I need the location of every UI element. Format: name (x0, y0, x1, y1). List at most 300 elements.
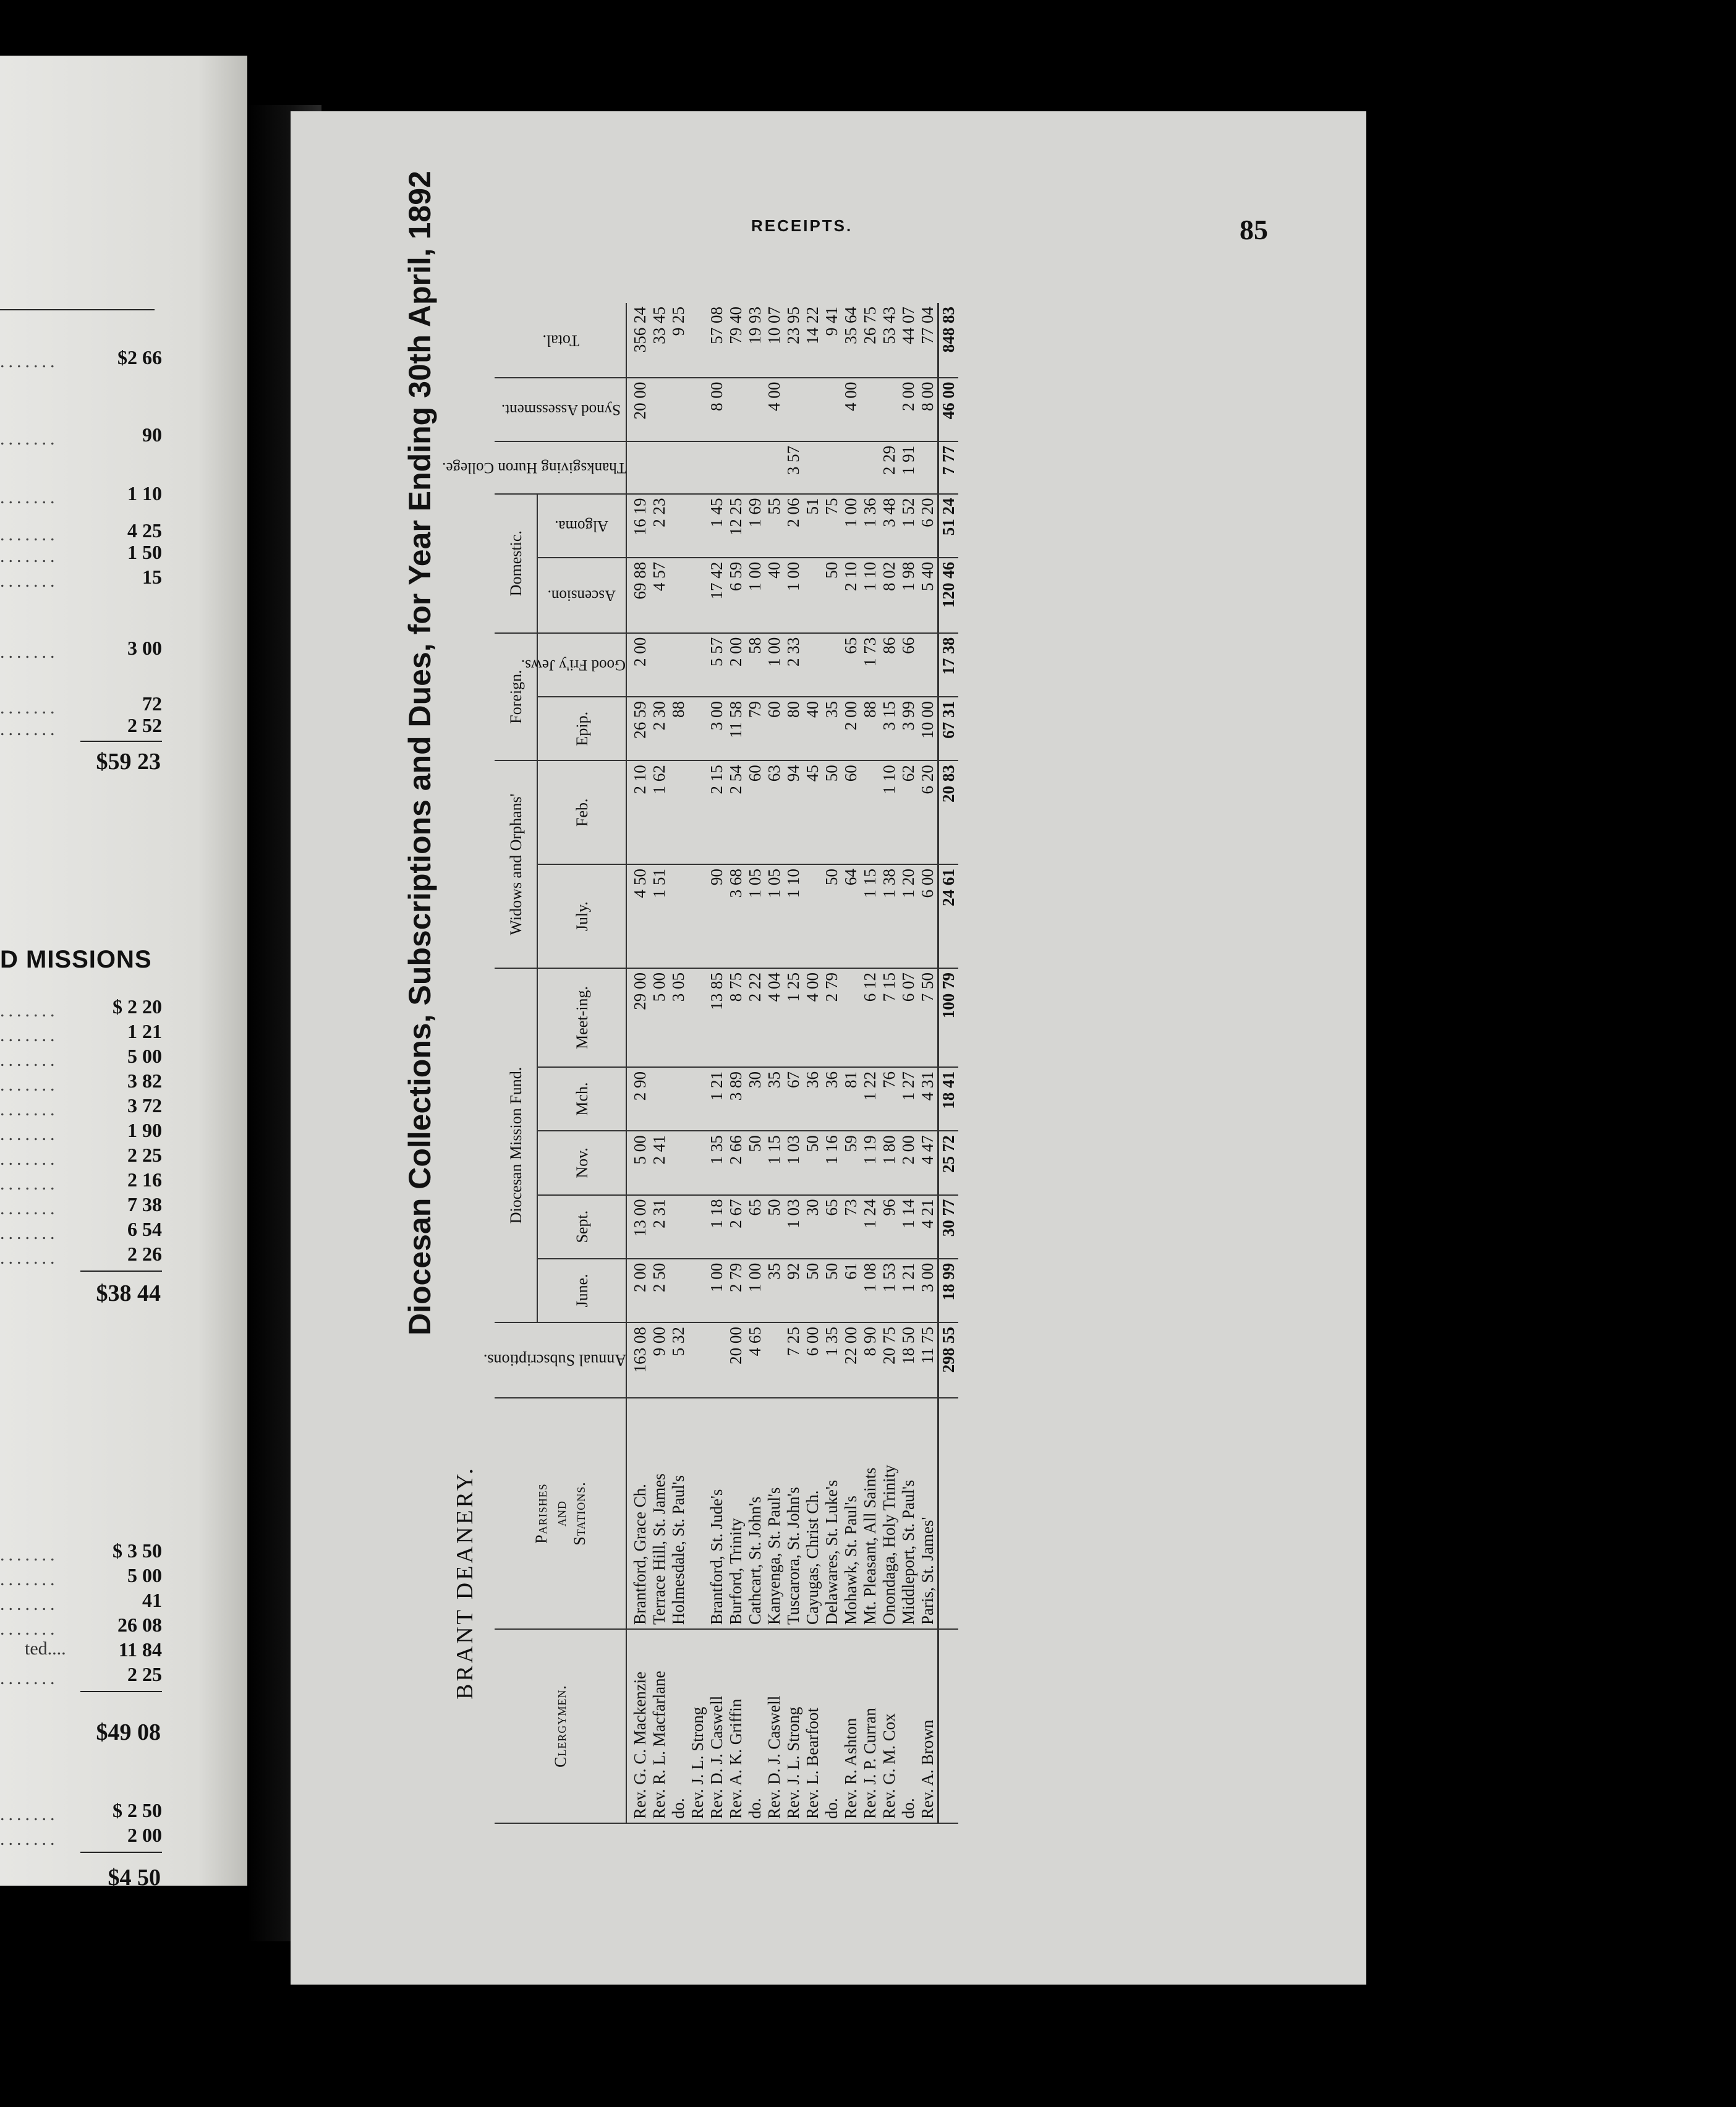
amount-row: ....... 1 21 (0, 1020, 162, 1045)
thanks-cell (822, 441, 841, 494)
amount: 1 10 (127, 482, 162, 504)
table-row (861, 303, 880, 1823)
group-widows: Widows and Orphans' (495, 760, 537, 968)
nov-cell: 2 00 (899, 1131, 918, 1194)
nov-cell: 1 35 (707, 1131, 726, 1194)
total-cell: 9 41 (822, 303, 841, 378)
feb-cell (861, 760, 880, 864)
july-cell: 1 20 (899, 864, 918, 968)
total-cell: 23 95 (784, 303, 803, 378)
synod-cell (746, 378, 765, 441)
ascension-cell: 1 10 (861, 558, 880, 633)
thanks-total: 7 77 (938, 441, 959, 494)
col-feb: Feb. (537, 760, 626, 864)
synod-cell (784, 378, 803, 441)
rule (80, 1271, 162, 1272)
june-cell: 35 (765, 1259, 784, 1322)
feb-cell: 1 10 (880, 760, 899, 864)
mch-cell: 4 31 (918, 1067, 938, 1131)
parish-cell: Mohawk, St. Paul's (841, 1398, 861, 1629)
synod-cell (650, 378, 669, 441)
parish-cell: Terrace Hill, St. James (650, 1398, 669, 1629)
parish-cell (688, 1398, 707, 1629)
july-cell: 6 00 (918, 864, 938, 968)
clergyman-cell: do. (746, 1629, 765, 1823)
parish-cell: Brantford, Grace Ch. (626, 1398, 650, 1629)
annual-cell: 5 32 (669, 1322, 688, 1398)
col-nov: Nov. (537, 1131, 626, 1194)
clergyman-cell: do. (899, 1629, 918, 1823)
algoma-cell: 2 23 (650, 494, 669, 558)
meeting-cell (841, 968, 861, 1067)
table-row (669, 303, 688, 1823)
nov-cell (688, 1131, 707, 1194)
amount: 3 72 (127, 1094, 162, 1117)
nov-cell: 50 (803, 1131, 822, 1194)
june-cell: 1 21 (899, 1259, 918, 1322)
feb-cell (669, 760, 688, 864)
amount-row: ....... 41 (0, 1589, 162, 1614)
ascension-cell: 1 98 (899, 558, 918, 633)
amount: 11 84 (118, 1638, 162, 1661)
clergyman-cell: do. (822, 1629, 841, 1823)
mch-cell: 35 (765, 1067, 784, 1131)
amount-row: ....... 1 10 (0, 482, 162, 508)
total-total: 848 83 (938, 303, 959, 378)
table-row (626, 303, 650, 1823)
amount-row: ....... 26 08 (0, 1614, 162, 1639)
july-cell: 1 38 (880, 864, 899, 968)
amount: 41 (142, 1589, 162, 1611)
july-total: 24 61 (938, 864, 959, 968)
amount-row: ....... 72 (0, 692, 162, 718)
parish-cell: Mt. Pleasant, All Saints (861, 1398, 880, 1629)
goodfri-cell: 2 33 (784, 633, 803, 697)
col-june: June. (537, 1259, 626, 1322)
amount-row: ....... 5 00 (0, 1564, 162, 1590)
amount: 2 16 (127, 1168, 162, 1191)
total-cell: 33 45 (650, 303, 669, 378)
row-label: ted.... (25, 1638, 66, 1659)
mch-cell: 1 21 (707, 1067, 726, 1131)
clergyman-cell: do. (669, 1629, 688, 1823)
ascension-cell: 2 10 (841, 558, 861, 633)
epip-cell: 80 (784, 697, 803, 760)
nov-cell: 2 66 (726, 1131, 746, 1194)
epip-cell: 3 00 (707, 697, 726, 760)
feb-cell: 2 15 (707, 760, 726, 864)
annual-cell: 11 75 (918, 1322, 938, 1398)
meeting-cell: 29 00 (626, 968, 650, 1067)
amount: 2 26 (127, 1243, 162, 1265)
col-clergymen: Clergymen. (495, 1629, 626, 1823)
group-foreign: Foreign. (495, 633, 537, 761)
algoma-cell (669, 494, 688, 558)
meeting-cell: 5 00 (650, 968, 669, 1067)
sept-cell: 73 (841, 1195, 861, 1259)
subtotal: $59 23 (96, 749, 161, 775)
total-cell: 44 07 (899, 303, 918, 378)
clergyman-cell: Rev. G. M. Cox (880, 1629, 899, 1823)
total-cell: 35 64 (841, 303, 861, 378)
ascension-cell (803, 558, 822, 633)
june-cell: 50 (803, 1259, 822, 1322)
june-cell: 2 79 (726, 1259, 746, 1322)
amount: $2 66 (117, 346, 162, 368)
group-dmf: Diocesan Mission Fund. (495, 968, 537, 1322)
goodfri-cell (803, 633, 822, 697)
empty-cell (938, 1398, 959, 1629)
july-cell: 4 50 (626, 864, 650, 968)
synod-cell: 8 00 (707, 378, 726, 441)
july-cell (669, 864, 688, 968)
ascension-cell: 1 00 (784, 558, 803, 633)
algoma-cell: 51 (803, 494, 822, 558)
sept-cell: 1 14 (899, 1195, 918, 1259)
july-cell: 1 10 (784, 864, 803, 968)
epip-cell: 40 (803, 697, 822, 760)
algoma-cell: 1 52 (899, 494, 918, 558)
annual-total: 298 55 (938, 1322, 959, 1398)
nov-cell: 50 (746, 1131, 765, 1194)
algoma-cell: 6 20 (918, 494, 938, 558)
amount-row: ....... 2 25 (0, 1663, 162, 1688)
amount-row: ....... 2 26 (0, 1243, 162, 1268)
clergyman-cell: Rev. J. P. Curran (861, 1629, 880, 1823)
july-cell: 1 51 (650, 864, 669, 968)
thanks-cell (841, 441, 861, 494)
sept-cell: 50 (765, 1195, 784, 1259)
table-row (765, 303, 784, 1823)
june-cell: 2 00 (626, 1259, 650, 1322)
clergyman-cell: Rev. A. K. Griffin (726, 1629, 746, 1823)
amount: 2 25 (127, 1663, 162, 1685)
feb-cell (688, 760, 707, 864)
totals-row (938, 303, 959, 1823)
synod-cell (803, 378, 822, 441)
parish-cell: Kanyenga, St. Paul's (765, 1398, 784, 1629)
amount: 7 38 (127, 1193, 162, 1215)
meeting-cell: 3 05 (669, 968, 688, 1067)
mch-cell: 36 (803, 1067, 822, 1131)
table-row (726, 303, 746, 1823)
epip-cell: 3 15 (880, 697, 899, 760)
amount: 5 00 (127, 1564, 162, 1586)
july-cell: 1 15 (861, 864, 880, 968)
nov-cell: 1 03 (784, 1131, 803, 1194)
clergyman-cell: Rev. G. C. Mackenzie (626, 1629, 650, 1823)
total-cell (688, 303, 707, 378)
amount-row: ....... 2 25 (0, 1144, 162, 1169)
meeting-cell: 8 75 (726, 968, 746, 1067)
thanks-cell (650, 441, 669, 494)
algoma-cell: 75 (822, 494, 841, 558)
june-cell: 1 00 (746, 1259, 765, 1322)
algoma-cell: 1 69 (746, 494, 765, 558)
mch-cell: 36 (822, 1067, 841, 1131)
july-cell (688, 864, 707, 968)
feb-cell: 6 20 (918, 760, 938, 864)
goodfri-cell: 86 (880, 633, 899, 697)
thanks-cell (707, 441, 726, 494)
amount: 15 (142, 566, 162, 588)
parish-cell: Paris, St. James' (918, 1398, 938, 1629)
synod-cell: 4 00 (841, 378, 861, 441)
clergyman-cell: Rev. A. Brown (918, 1629, 938, 1823)
parishes-label-3: Stations. (570, 1481, 589, 1546)
epip-cell: 11 58 (726, 697, 746, 760)
amount-row: ....... 4 25 (0, 519, 162, 545)
amount-row: ....... $2 66 (0, 346, 162, 372)
clergyman-cell: Rev. J. L. Strong (784, 1629, 803, 1823)
feb-cell: 60 (841, 760, 861, 864)
annual-cell (707, 1322, 726, 1398)
nov-cell: 59 (841, 1131, 861, 1194)
meeting-cell: 2 79 (822, 968, 841, 1067)
amount: 2 52 (127, 714, 162, 736)
mch-cell: 76 (880, 1067, 899, 1131)
mch-cell: 2 90 (626, 1067, 650, 1131)
annual-cell (688, 1322, 707, 1398)
feb-cell: 2 10 (626, 760, 650, 864)
goodfri-cell (688, 633, 707, 697)
synod-cell (822, 378, 841, 441)
ascension-cell (669, 558, 688, 633)
table-row (784, 303, 803, 1823)
algoma-cell: 12 25 (726, 494, 746, 558)
annual-cell: 18 50 (899, 1322, 918, 1398)
june-cell: 61 (841, 1259, 861, 1322)
parish-cell: Burford, Trinity (726, 1398, 746, 1629)
parishes-label-2: and (551, 1500, 569, 1526)
june-cell: 92 (784, 1259, 803, 1322)
goodfri-cell (650, 633, 669, 697)
epip-cell: 10 00 (918, 697, 938, 760)
rule (80, 1852, 162, 1853)
parish-cell: Cathcart, St. John's (746, 1398, 765, 1629)
june-cell (688, 1259, 707, 1322)
subtotal: $49 08 (96, 1719, 161, 1745)
amount-row: ....... 2 16 (0, 1168, 162, 1194)
nov-cell: 2 41 (650, 1131, 669, 1194)
meeting-cell: 7 50 (918, 968, 938, 1067)
rule (80, 1691, 162, 1692)
table-row (707, 303, 726, 1823)
sept-cell: 65 (746, 1195, 765, 1259)
total-cell: 356 24 (626, 303, 650, 378)
june-cell: 1 08 (861, 1259, 880, 1322)
table-row (880, 303, 899, 1823)
page-number: 85 (1240, 214, 1268, 245)
goodfri-cell: 2 00 (726, 633, 746, 697)
col-ascension: Ascension. (537, 558, 626, 633)
algoma-cell: 1 36 (861, 494, 880, 558)
epip-cell (688, 697, 707, 760)
algoma-cell: 16 19 (626, 494, 650, 558)
sept-cell: 1 24 (861, 1195, 880, 1259)
parish-cell: Brantford, St. Jude's (707, 1398, 726, 1629)
total-cell: 10 07 (765, 303, 784, 378)
amount-row: ....... 90 (0, 424, 162, 449)
amount-row: ....... $ 3 50 (0, 1539, 162, 1565)
nov-cell: 1 80 (880, 1131, 899, 1194)
table-row (841, 303, 861, 1823)
mch-cell: 81 (841, 1067, 861, 1131)
nov-cell: 4 47 (918, 1131, 938, 1194)
july-cell: 50 (822, 864, 841, 968)
col-algoma: Algoma. (537, 494, 626, 558)
goodfri-cell (918, 633, 938, 697)
feb-cell: 50 (822, 760, 841, 864)
sept-cell: 65 (822, 1195, 841, 1259)
meeting-cell: 4 04 (765, 968, 784, 1067)
mch-cell: 1 22 (861, 1067, 880, 1131)
parish-cell: Holmesdale, St. Paul's (669, 1398, 688, 1629)
thanks-cell (688, 441, 707, 494)
parish-cell: Tuscarora, St. John's (784, 1398, 803, 1629)
rule (80, 741, 162, 742)
parish-cell: Delawares, St. Luke's (822, 1398, 841, 1629)
amount-row: ....... 1 50 (0, 541, 162, 566)
mch-cell (688, 1067, 707, 1131)
clergyman-cell: Rev. L. Bearfoot (803, 1629, 822, 1823)
synod-cell (688, 378, 707, 441)
clergyman-cell: Rev. R. L. Macfarlane (650, 1629, 669, 1823)
mch-cell (669, 1067, 688, 1131)
algoma-cell: 1 00 (841, 494, 861, 558)
running-head: RECEIPTS. (751, 216, 853, 235)
mch-cell: 1 27 (899, 1067, 918, 1131)
amount-row: ....... 1 90 (0, 1119, 162, 1144)
amount: 3 82 (127, 1070, 162, 1092)
col-goodfri: Good Fri'y Jews. (537, 633, 626, 697)
synod-cell (861, 378, 880, 441)
amount-row: ....... $ 2 20 (0, 995, 162, 1021)
amount: 6 54 (127, 1218, 162, 1240)
annual-cell: 4 65 (746, 1322, 765, 1398)
annual-cell: 20 75 (880, 1322, 899, 1398)
table-title: Diocesan Collections, Subscriptions and Dues, for Year Ending 30th April, 1892 (402, 171, 437, 1335)
amount-row: ....... 7 38 (0, 1193, 162, 1219)
sept-cell: 1 03 (784, 1195, 803, 1259)
nov-total: 25 72 (938, 1131, 959, 1194)
subtotal: $4 50 (108, 1865, 161, 1891)
clergyman-cell: Rev. R. Ashton (841, 1629, 861, 1823)
table-row (688, 303, 707, 1823)
sept-cell: 1 18 (707, 1195, 726, 1259)
amount: $ 2 50 (113, 1799, 162, 1821)
synod-cell (880, 378, 899, 441)
algoma-cell (688, 494, 707, 558)
annual-cell: 22 00 (841, 1322, 861, 1398)
thanks-cell (803, 441, 822, 494)
amount: 2 25 (127, 1144, 162, 1166)
ascension-cell: 50 (822, 558, 841, 633)
col-parishes (495, 1398, 626, 1629)
amount-row: ....... $ 2 50 (0, 1799, 162, 1824)
goodfri-cell: 65 (841, 633, 861, 697)
goodfri-cell: 58 (746, 633, 765, 697)
meeting-cell (688, 968, 707, 1067)
table-row (650, 303, 669, 1823)
amount: 90 (142, 424, 162, 446)
feb-cell: 94 (784, 760, 803, 864)
parish-cell: Cayugas, Christ Ch. (803, 1398, 822, 1629)
amount: 1 21 (127, 1020, 162, 1042)
goodfri-cell: 2 00 (626, 633, 650, 697)
deanery-heading: BRANT DEANERY. (452, 1466, 478, 1700)
epip-cell: 2 00 (841, 697, 861, 760)
meeting-cell: 7 15 (880, 968, 899, 1067)
total-cell: 26 75 (861, 303, 880, 378)
amount: $ 2 20 (113, 995, 162, 1018)
june-cell: 3 00 (918, 1259, 938, 1322)
epip-cell: 60 (765, 697, 784, 760)
amount: 3 00 (127, 637, 162, 659)
ascension-cell: 17 42 (707, 558, 726, 633)
july-cell: 1 05 (746, 864, 765, 968)
goodfri-cell: 5 57 (707, 633, 726, 697)
total-cell: 79 40 (726, 303, 746, 378)
rule (0, 309, 155, 310)
mch-cell: 30 (746, 1067, 765, 1131)
parish-cell: Middleport, St. Paul's (899, 1398, 918, 1629)
july-cell (803, 864, 822, 968)
col-mch: Mch. (537, 1067, 626, 1131)
amount: $ 3 50 (113, 1539, 162, 1562)
goodfri-cell: 1 00 (765, 633, 784, 697)
amount: 72 (142, 692, 162, 715)
thanks-cell (861, 441, 880, 494)
table-row (822, 303, 841, 1823)
total-cell: 14 22 (803, 303, 822, 378)
synod-cell: 8 00 (918, 378, 938, 441)
amount: 2 00 (127, 1824, 162, 1846)
mch-cell: 67 (784, 1067, 803, 1131)
ascension-cell: 5 40 (918, 558, 938, 633)
annual-cell: 7 25 (784, 1322, 803, 1398)
table-row (746, 303, 765, 1823)
clergyman-cell: Rev. D. J. Caswell (707, 1629, 726, 1823)
amount-row: ....... 15 (0, 566, 162, 591)
meeting-total: 100 79 (938, 968, 959, 1067)
algoma-cell: 2 06 (784, 494, 803, 558)
june-cell: 1 00 (707, 1259, 726, 1322)
synod-cell: 20 00 (626, 378, 650, 441)
synod-total: 46 00 (938, 378, 959, 441)
synod-cell (726, 378, 746, 441)
annual-cell: 20 00 (726, 1322, 746, 1398)
algoma-cell: 1 45 (707, 494, 726, 558)
ascension-cell: 8 02 (880, 558, 899, 633)
epip-cell: 88 (861, 697, 880, 760)
table-row (803, 303, 822, 1823)
meeting-cell: 6 07 (899, 968, 918, 1067)
epip-total: 67 31 (938, 697, 959, 760)
annual-cell: 163 08 (626, 1322, 650, 1398)
epip-cell: 2 30 (650, 697, 669, 760)
amount: 26 08 (117, 1614, 162, 1636)
goodfri-cell (822, 633, 841, 697)
nov-cell: 1 16 (822, 1131, 841, 1194)
meeting-cell: 6 12 (861, 968, 880, 1067)
annual-cell: 1 35 (822, 1322, 841, 1398)
col-epip: Epip. (537, 697, 626, 760)
nov-cell: 1 19 (861, 1131, 880, 1194)
meeting-cell: 4 00 (803, 968, 822, 1067)
feb-cell: 2 54 (726, 760, 746, 864)
feb-cell: 45 (803, 760, 822, 864)
